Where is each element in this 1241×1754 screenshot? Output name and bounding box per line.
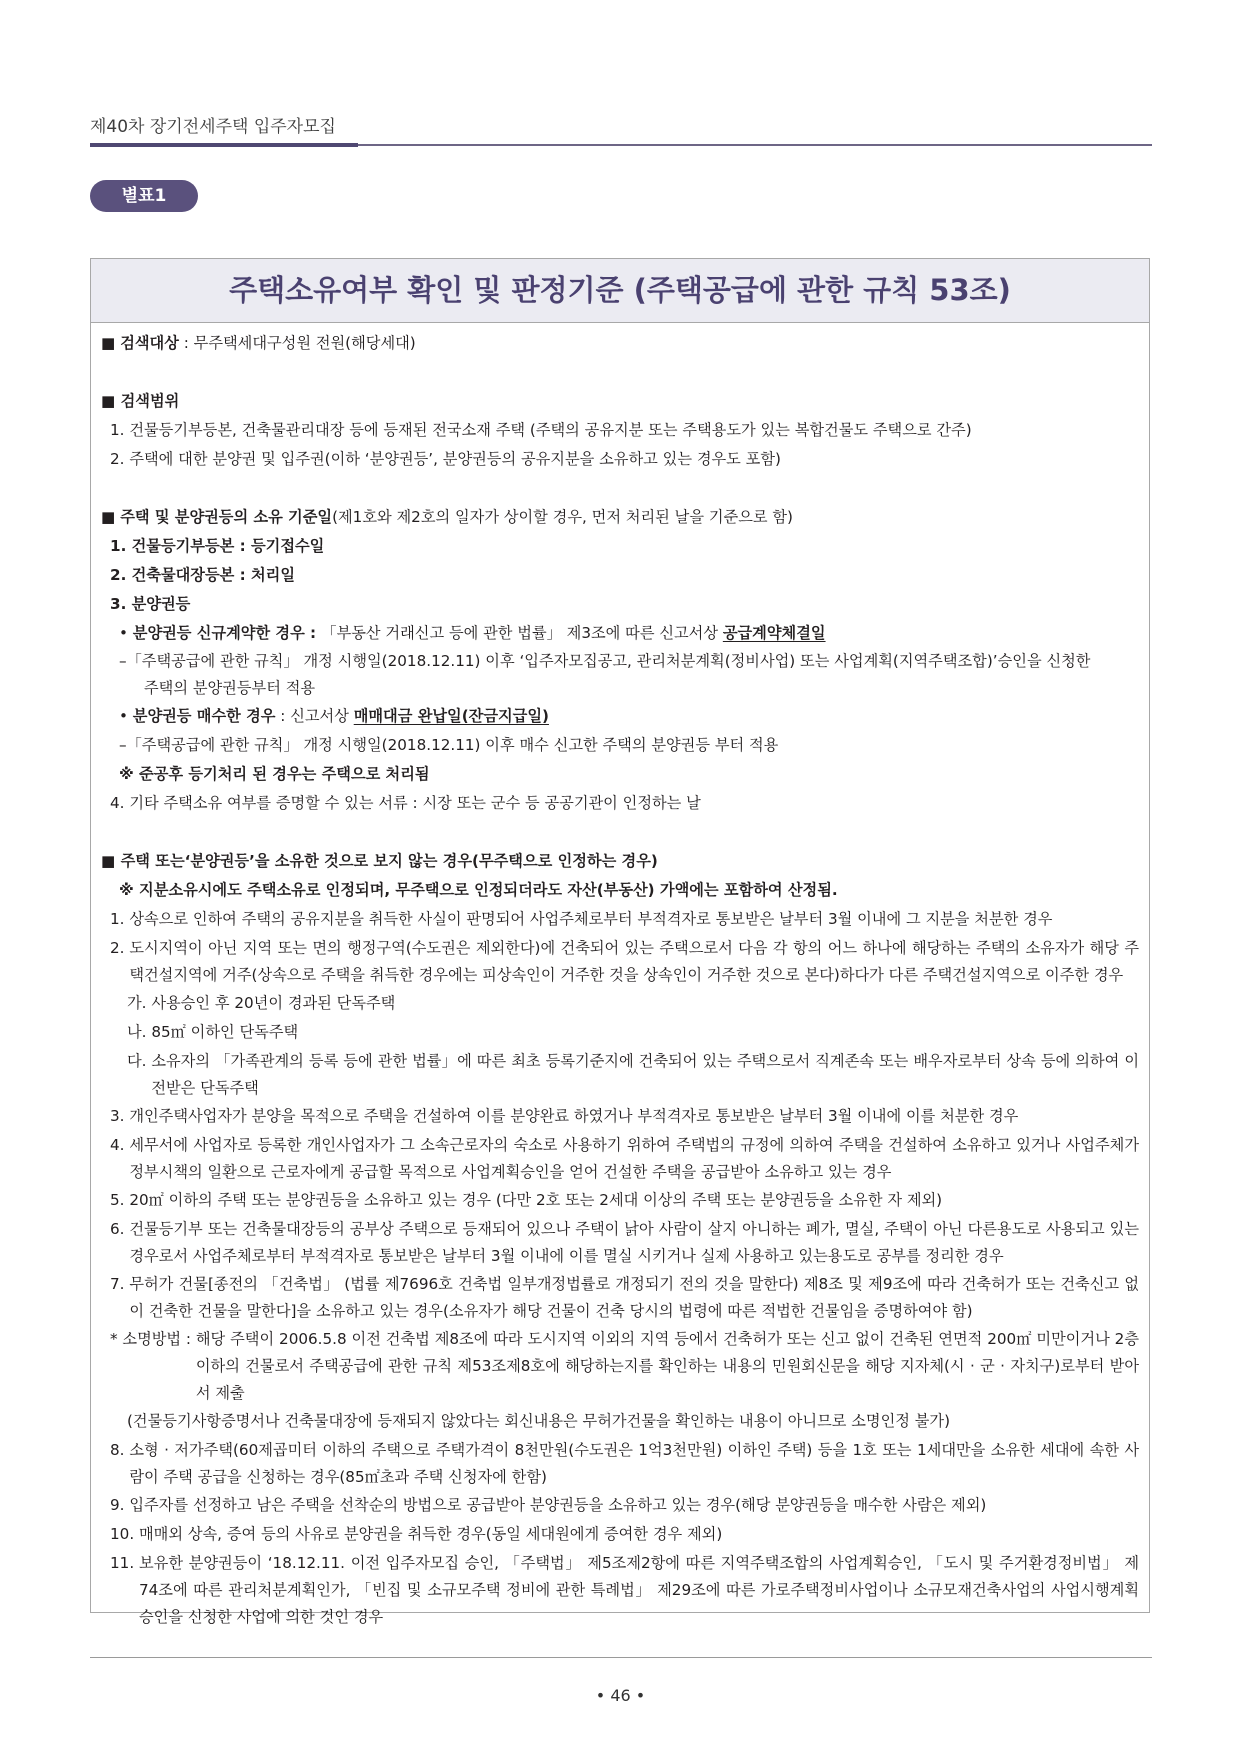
appendix-badge: 별표1 xyxy=(90,180,198,212)
note-item: ※ 지분소유시에도 주택소유로 인정되며, 무주택으로 인정되더라도 자산(부동산) 가액에는 포함하여 산정됨. xyxy=(119,881,838,899)
section-search-target: ■ 검색대상 : 무주택세대구성원 전원(해당세대) xyxy=(101,334,416,352)
list-item: 1. 건물등기부등본 : 등기접수일 xyxy=(110,537,325,555)
list-item: 8. 소형 · 저가주택(60제곱미터 이하의 주택으로 주택가격이 8천만원(수도권은 1억3천만원) 이하인 주택) 등을 1호 또는 1세대만을 소유한 세대에 속한 사람이 주택 공급을 신청하는 경우(85㎡초과 주택 신청자에 한함) xyxy=(110,1441,1139,1486)
section-label: 검색대상 xyxy=(120,334,179,352)
proof-note: (건물등기사항증명서나 건축물대장에 등재되지 않았다는 회신내용은 무허가건물을 확인하는 내용이 아니므로 소명인정 불가) xyxy=(127,1412,951,1430)
list-item: 10. 매매외 상속, 증여 등의 사유로 분양권을 취득한 경우(동일 세대원에게 증여한 경우 제외) xyxy=(110,1525,723,1543)
dash-item: –「주택공급에 관한 규칙」 개정 시행일(2018.12.11) 이후 매수 신고한 주택의 분양권등 부터 적용 xyxy=(119,736,779,754)
sub-item: 나. 85㎡ 이하인 단독주택 xyxy=(127,1023,299,1041)
list-item: 6. 건물등기부 또는 건축물대장등의 공부상 주택으로 등재되어 있으나 주택이 낡아 사람이 살지 아니하는 폐가, 멸실, 주택이 아닌 다른용도로 사용되고 있는 경우로서 사업주체로부터 부적격자로 통보받은 날부터 3월 이내에 이를 멸실 시키거나 실제 사용하고 있는용도로 공부를 정리한 경우 xyxy=(110,1220,1139,1265)
list-item: 3. 개인주택사업자가 분양을 목적으로 주택을 건설하여 이를 분양완료 하였거나 부적격자로 통보받은 날부터 3월 이내에 이를 처분한 경우 xyxy=(110,1107,1019,1125)
list-item: 11. 보유한 분양권등이 ‘18.12.11. 이전 입주자모집 승인, 「주택법」 제5조제2항에 따른 지역주택조합의 사업계획승인, 「도시 및 주거환경정비법」 제74조에 따른 관리처분계획인가, 「빈집 및 소규모주택 정비에 관한 특례법」 제29조에 따른 가로주택정비사업이나 소규모재건축사업의 사업시행계획승인을 신청한 사업에 의한 것인 경우 xyxy=(110,1554,1139,1626)
bullet-text: 「부동산 거래신고 등에 관한 법률」 제3조에 따른 신고서상 xyxy=(321,624,723,642)
bullet-text: : 신고서상 xyxy=(275,707,354,725)
list-item: 2. 건축물대장등본 : 처리일 xyxy=(110,566,295,584)
sub-item: 다. 소유자의 「가족관계의 등록 등에 관한 법률」에 따른 최초 등록기준지에 건축되어 있는 주택으로서 직계존속 또는 배우자로부터 상속 등에 의하여 이전받은 단독주택 xyxy=(127,1052,1139,1097)
section-search-scope: ■ 검색범위 xyxy=(101,392,180,410)
section-label: 검색범위 xyxy=(120,392,180,410)
dash-item-continued: 주택의 분양권등부터 적용 xyxy=(144,679,316,697)
table-content xyxy=(91,323,1149,1631)
table-title: 주택소유여부 확인 및 판정기준 (주택공급에 관한 규칙 53조) xyxy=(91,259,1149,323)
section-ownership-date: ■ 주택 및 분양권등의 소유 기준일(제1호와 제2호의 일자가 상이할 경우, 먼저 처리된 날을 기준으로 함) xyxy=(101,508,793,526)
section-not-owned: ■ 주택 또는‘분양권등’을 소유한 것으로 보지 않는 경우(무주택으로 인정하는 경우) xyxy=(101,852,658,870)
criteria-table xyxy=(90,258,1150,1626)
list-item: 2. 주택에 대한 분양권 및 입주권(이하 ‘분양권등’, 분양권등의 공유지분을 소유하고 있는 경우도 포함) xyxy=(110,450,781,468)
bullet-new-contract: • 분양권등 신규계약한 경우 : 「부동산 거래신고 등에 관한 법률」 제3조에 따른 신고서상 공급계약체결일 xyxy=(119,624,826,642)
section-text: : 무주택세대구성원 전원(해당세대) xyxy=(178,334,416,352)
list-item: 2. 도시지역이 아닌 지역 또는 면의 행정구역(수도권은 제외한다)에 건축되어 있는 주택으로서 다음 각 항의 어느 하나에 해당하는 주택의 소유자가 해당 주택건설지역에 거주(상속으로 주택을 취득한 경우에는 피상속인이 거주한 것을 상속인이 거주한 것으로 본다)하다가 다른 주택건설지역으로 이주한 경우 xyxy=(110,939,1139,984)
list-item: 1. 건물등기부등본, 건축물관리대장 등에 등재된 전국소재 주택 (주택의 공유지분 또는 주택용도가 있는 복합건물도 주택으로 간주) xyxy=(110,421,972,439)
page-number: • 46 • xyxy=(595,1686,646,1705)
list-item: 9. 입주자를 선정하고 남은 주택을 선착순의 방법으로 공급받아 분양권등을 소유하고 있는 경우(해당 분양권등을 매수한 사람은 제외) xyxy=(110,1496,987,1514)
section-label: 주택 및 분양권등의 소유 기준일 xyxy=(120,508,333,526)
section-note: (제1호와 제2호의 일자가 상이할 경우, 먼저 처리된 날을 기준으로 함) xyxy=(332,508,793,526)
bullet-emphasis: 매매대금 완납일(잔금지급일) xyxy=(353,707,549,725)
bullet-purchase: • 분양권등 매수한 경우 : 신고서상 매매대금 완납일(잔금지급일) xyxy=(119,707,549,725)
list-item: 4. 기타 주택소유 여부를 증명할 수 있는 서류 : 시장 또는 군수 등 공공기관이 인정하는 날 xyxy=(110,794,701,812)
list-item: 3. 분양권등 xyxy=(110,595,191,613)
note-item: ※ 준공후 등기처리 된 경우는 주택으로 처리됨 xyxy=(119,765,430,783)
list-item: 5. 20㎡ 이하의 주택 또는 분양권등을 소유하고 있는 경우 (다만 2호 또는 2세대 이상의 주택 또는 분양권등을 소유한 자 제외) xyxy=(110,1191,943,1209)
proof-method: * 소명방법 : 해당 주택이 2006.5.8 이전 건축법 제8조에 따라 도시지역 이외의 지역 등에서 건축허가 또는 신고 없이 건축된 연면적 200㎡ 미만이거나 2층 이하의 건물로서 주택공급에 관한 규칙 제53조제8호에 해당하는지를 확인하는 내용의 민원회신문을 해당 지자체(시 · 군 · 자치구)로부터 받아서 제출 xyxy=(110,1330,1139,1402)
bullet-label: 분양권등 매수한 경우 xyxy=(132,707,276,725)
list-item: 4. 세무서에 사업자로 등록한 개인사업자가 그 소속근로자의 숙소로 사용하기 위하여 주택법의 규정에 의하여 주택을 건설하여 소유하고 있거나 사업주체가 정부시책의 일환으로 근로자에게 공급할 목적으로 사업계획승인을 얻어 건설한 주택을 공급받아 소유하고 있는 경우 xyxy=(110,1136,1139,1181)
list-item: 7. 무허가 건물[종전의 「건축법」 (법률 제7696호 건축법 일부개정법률로 개정되기 전의 것을 말한다) 제8조 및 제9조에 따라 건축허가 또는 건축신고 없이 건축한 건물을 말한다]을 소유하고 있는 경우(소유자가 해당 건물이 건축 당시의 법령에 따른 적법한 건물임을 증명하여야 함) xyxy=(110,1275,1139,1320)
sub-item: 가. 사용승인 후 20년이 경과된 단독주택 xyxy=(127,994,396,1012)
bullet-emphasis: 공급계약체결일 xyxy=(722,624,826,642)
section-label: 주택 또는‘분양권등’을 소유한 것으로 보지 않는 경우(무주택으로 인정하는 경우) xyxy=(120,852,658,870)
list-item: 1. 상속으로 인하여 주택의 공유지분을 취득한 사실이 판명되어 사업주체로부터 부적격자로 통보받은 날부터 3월 이내에 그 지분을 처분한 경우 xyxy=(110,910,1053,928)
dash-item: –「주택공급에 관한 규칙」 개정 시행일(2018.12.11) 이후 ‘입주자모집공고, 관리처분계획(정비사업) 또는 사업계획(지역주택조합)’승인을 신청한 xyxy=(119,652,1091,670)
footer-rule xyxy=(90,1657,1152,1658)
header-rule-accent xyxy=(90,143,358,147)
running-header: 제40차 장기전세주택 입주자모집 xyxy=(90,117,336,137)
bullet-label: 분양권등 신규계약한 경우 : xyxy=(132,624,322,642)
